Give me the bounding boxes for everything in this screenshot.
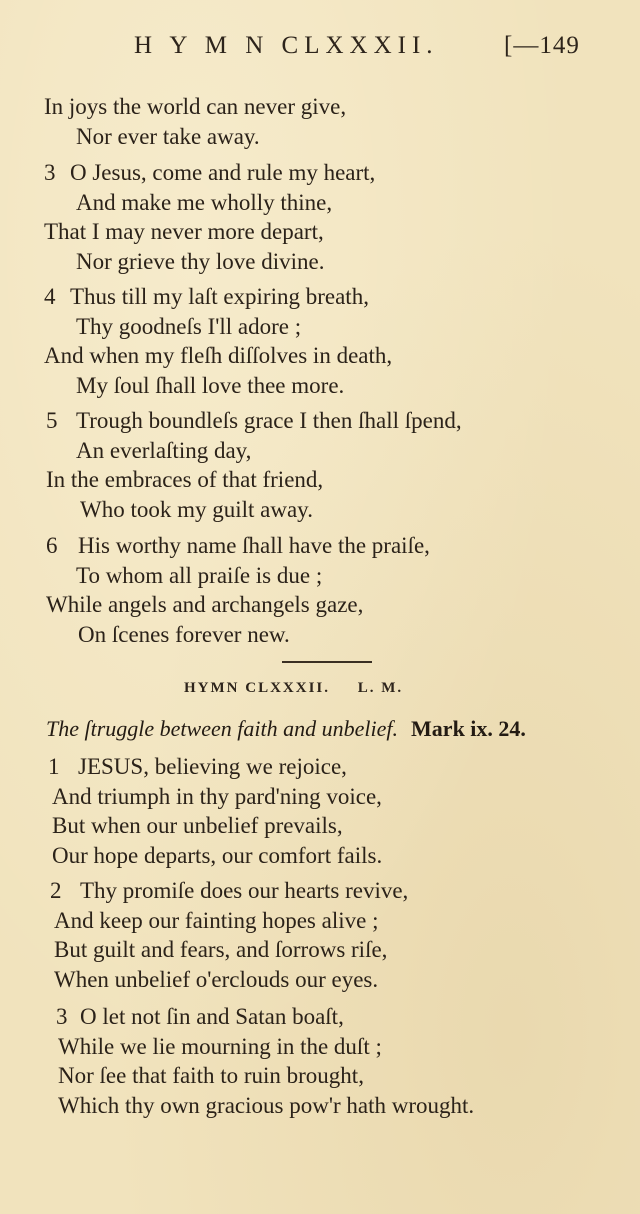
verse-number: 4 — [44, 284, 56, 309]
verse-line: Who took my guilt away. — [80, 496, 313, 522]
scripture-reference: Mark ix. 24. — [411, 716, 526, 741]
verse-line: An everlaſting day, — [76, 437, 252, 463]
verse-line: 6 His worthy name ſhall have the praiſe, — [0, 531, 640, 561]
verse-line: And triumph in thy pard'ning voice, — [52, 783, 382, 809]
hymn-heading — [184, 680, 403, 697]
verse-line: But when our unbelief prevails, — [52, 813, 343, 838]
hymn-subtitle — [46, 716, 526, 742]
verse-3 — [0, 158, 640, 276]
verse-line: 2 Thy promiſe does our hearts revive, — [0, 876, 640, 906]
verse-4 — [0, 282, 640, 400]
verse-line: While angels and archangels gaze, — [46, 592, 364, 617]
verse-line: Thy goodneſs I'll adore ; — [76, 313, 302, 339]
verse-line: In the embraces of that friend, — [46, 467, 324, 492]
verse-line: To whom all praiſe is due ; — [76, 562, 323, 588]
verse-line: Nor ever take away. — [76, 123, 260, 149]
verse-line: And make me wholly thine, — [76, 189, 333, 215]
verse-continuation — [0, 92, 640, 151]
verse-line: 1 JESUS, believing we rejoice, — [0, 752, 640, 782]
verse-line: 3 O Jesus, come and rule my heart, — [0, 158, 640, 188]
verse-line: And when my fleſh diſſolves in death, — [44, 343, 393, 368]
verse-line: But guilt and fears, and ſorrows riſe, — [54, 937, 388, 962]
hymn-meter: L. M. — [357, 680, 404, 696]
verse-5 — [0, 406, 640, 524]
verse-number: 6 — [46, 533, 58, 558]
verse-number: 3 — [44, 160, 56, 185]
verse-line: My ſoul ſhall love thee more. — [76, 372, 345, 398]
verse-line: And keep our fainting hopes alive ; — [54, 907, 379, 933]
verse-line: In joys the world can never give, — [44, 94, 347, 119]
new-hymn-verse-2 — [0, 876, 640, 994]
verse-line: On ſcenes forever new. — [78, 621, 290, 647]
verse-6 — [0, 531, 640, 649]
verse-line: That I may never more depart, — [44, 219, 324, 244]
hymn-title: HYMN CLXXXII. — [184, 680, 330, 696]
verse-line: 3 O let not ſin and Satan boaſt, — [0, 1002, 640, 1032]
verse-line: Nor ſee that faith to ruin brought, — [58, 1063, 364, 1088]
hymn-theme: The ſtruggle between faith and unbelief. — [46, 716, 398, 741]
verse-number: 3 — [56, 1004, 68, 1029]
verse-line: 4 Thus till my laſt expiring breath, — [0, 282, 640, 312]
section-divider — [282, 661, 372, 663]
verse-number: 2 — [50, 878, 62, 903]
verse-line: When unbelief o'erclouds our eyes. — [54, 966, 379, 992]
page-number: [—149 — [504, 32, 580, 59]
new-hymn-verse-3 — [0, 1002, 640, 1120]
verse-line: Which thy own gracious pow'r hath wrought. — [58, 1092, 475, 1118]
verse-line: Nor grieve thy love divine. — [76, 248, 325, 274]
running-title: H Y M N CLXXXII. — [134, 32, 439, 59]
verse-line: 5 Trough boundleſs grace I then ſhall ſpend, — [0, 406, 640, 436]
page-header — [0, 30, 640, 70]
new-hymn-verse-1 — [0, 752, 640, 870]
verse-line: Our hope departs, our comfort fails. — [52, 842, 383, 868]
verse-number: 1 — [48, 754, 60, 779]
verse-number: 5 — [46, 408, 58, 433]
verse-line: While we lie mourning in the duſt ; — [58, 1033, 382, 1059]
